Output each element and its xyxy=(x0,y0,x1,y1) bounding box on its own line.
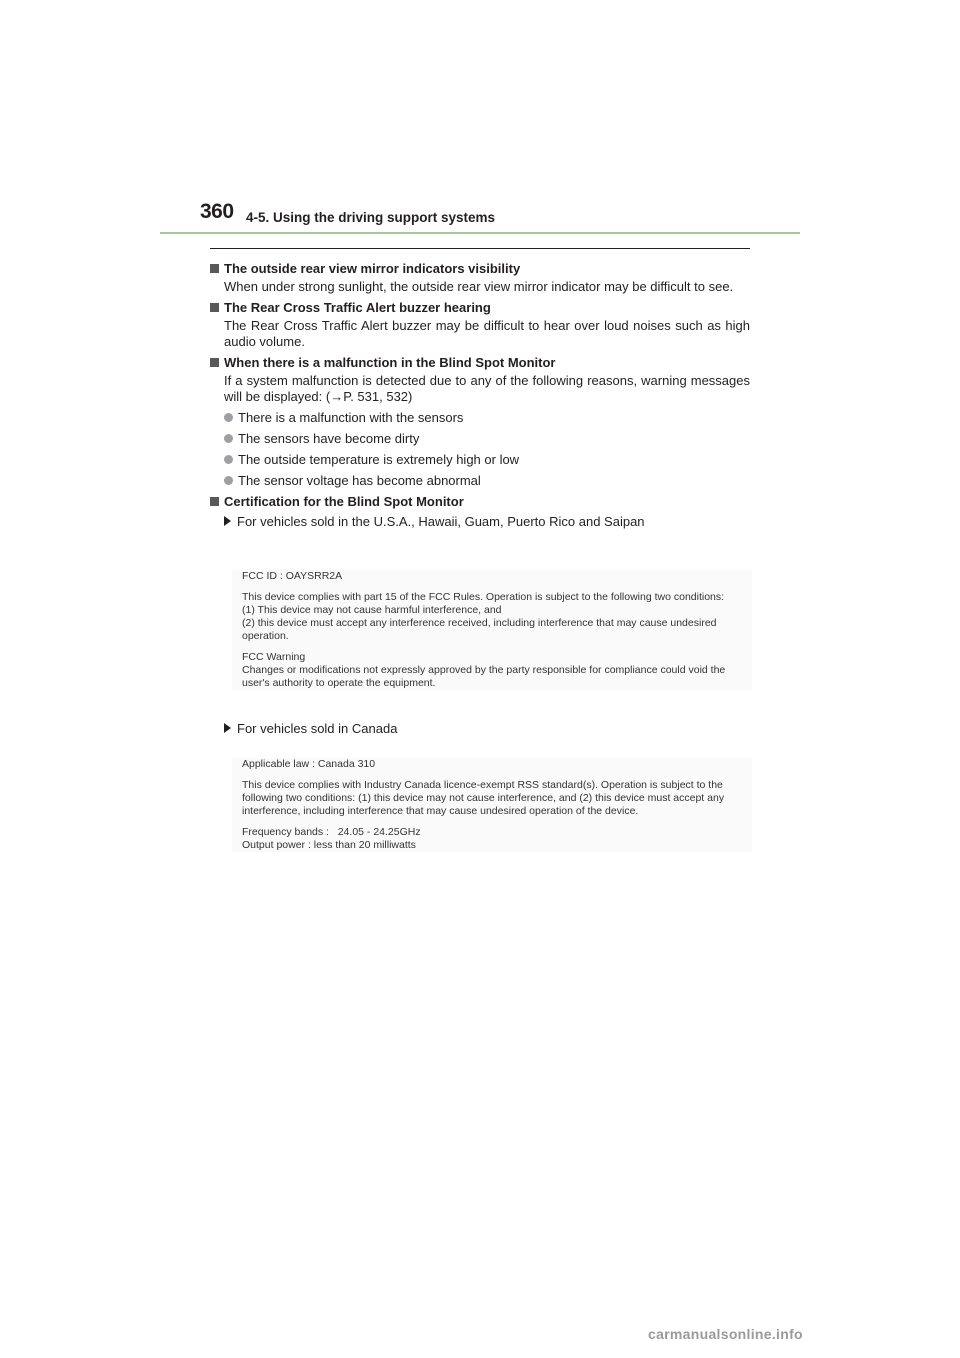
list-item: There is a malfunction with the sensors xyxy=(224,407,750,428)
topic-buzzer-hearing xyxy=(210,297,750,350)
page-header xyxy=(0,0,960,240)
square-bullet-icon xyxy=(210,358,219,367)
canada-law: Applicable law : Canada 310 xyxy=(242,758,376,770)
topic-text: When under strong sunlight, the outside rear view mirror indicator may be difficult to see. xyxy=(224,279,734,294)
triangle-right-icon xyxy=(224,723,231,733)
fcc-warning-text: Changes or modifications not expressly approved by the party responsible for compliance could void the user's authority to operate the equipment. xyxy=(242,664,726,689)
list-item: The sensor voltage has become abnormal xyxy=(224,470,750,491)
square-bullet-icon xyxy=(210,497,219,506)
triangle-right-icon xyxy=(224,516,231,526)
circle-bullet-icon xyxy=(224,434,233,443)
fcc-warning-title: FCC Warning xyxy=(242,651,306,663)
fcc-compliance: This device complies with part 15 of the FCC Rules. Operation is subject to the following two conditions: xyxy=(242,591,725,603)
fcc-condition-2: (2) this device must accept any interference received, including interference that may cause undesired operation. xyxy=(242,617,717,642)
section-title: 4-5. Using the driving support systems xyxy=(246,210,496,225)
page-number: 360 xyxy=(200,200,234,223)
fcc-label xyxy=(232,570,752,690)
square-bullet-icon xyxy=(210,303,219,312)
watermark: carmanualsonline.info xyxy=(648,1326,803,1342)
topic-text: The Rear Cross Traffic Alert buzzer may be difficult to hear over loud noises such as high audio volume. xyxy=(224,318,750,349)
topic-certification xyxy=(210,491,750,531)
topic-heading: When there is a malfunction in the Blind Spot Monitor xyxy=(224,354,556,370)
canada-label xyxy=(232,758,752,852)
circle-bullet-icon xyxy=(224,413,233,422)
canada-compliance: This device complies with Industry Canada licence-exempt RSS standard(s). Operation is subject to the following two conditions: (1) this device may not cause interference, and (2) this device must accept any interference, including interference that may cause undesired operation of the device. xyxy=(242,779,725,817)
list-item: The outside temperature is extremely high or low xyxy=(224,449,750,470)
usa-subheading: For vehicles sold in the U.S.A., Hawaii, Guam, Puerto Rico and Saipan xyxy=(224,511,750,531)
square-bullet-icon xyxy=(210,264,219,273)
topic-heading: The Rear Cross Traffic Alert buzzer hearing xyxy=(224,299,491,315)
content-rule xyxy=(210,248,750,249)
fcc-condition-1: (1) This device may not cause harmful interference, and xyxy=(242,604,502,616)
topic-heading: Certification for the Blind Spot Monitor xyxy=(224,493,464,509)
canada-power: Output power : less than 20 milliwatts xyxy=(242,839,416,851)
list-item: The sensors have become dirty xyxy=(224,428,750,449)
canada-subheading: For vehicles sold in Canada xyxy=(224,718,397,738)
topic-text: If a system malfunction is detected due to any of the following reasons, warning messages will be displayed: (→P. 531, 532) xyxy=(224,373,750,404)
fcc-id: FCC ID : OAYSRR2A xyxy=(242,570,343,582)
page-content xyxy=(210,258,750,531)
header-rule xyxy=(160,232,800,234)
circle-bullet-icon xyxy=(224,455,233,464)
topic-mirror-visibility xyxy=(210,258,750,295)
malfunction-list xyxy=(224,407,750,491)
topic-heading: The outside rear view mirror indicators visibility xyxy=(224,260,521,276)
topic-malfunction xyxy=(210,352,750,491)
circle-bullet-icon xyxy=(224,476,233,485)
canada-frequency: Frequency bands : 24.05 - 24.25GHz xyxy=(242,826,421,838)
